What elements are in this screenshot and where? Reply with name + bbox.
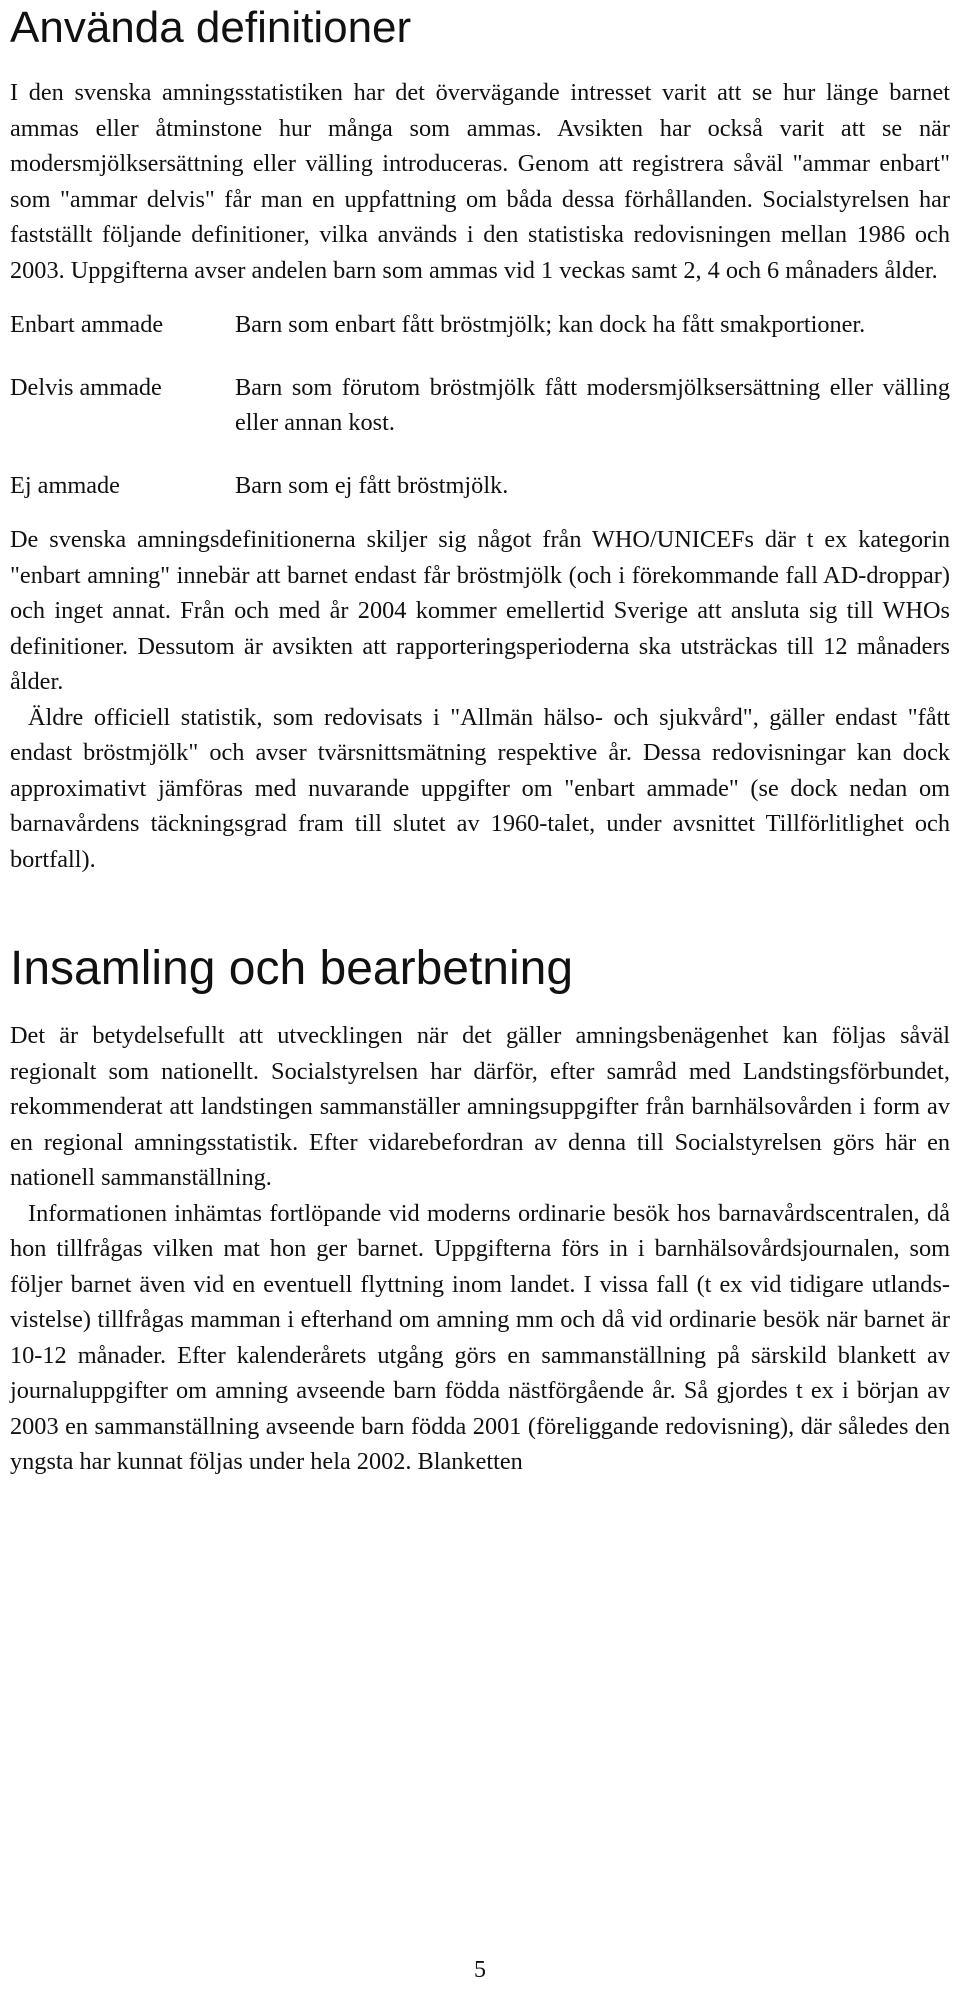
definition-term: Delvis ammade	[10, 373, 162, 401]
paragraph-who-definitions: De svenska amningsdefinitionerna skiljer sig något från WHO/UNICEFs där t ex kategorin "enbart amning" innebär att barnet endast får bröstmjölk (och i förekommande fall AD-droppar) och inget annat. Från och med år 2004 kommer emellertid Sverige att ansluta sig till WHOs definitioner. Dessutom är avsikten att rapporteringsperioderna ska utsträckas till 12 månaders ålder.	[10, 526, 950, 695]
paragraph-collection-method: Informationen inhämtas fortlöpande vid moderns ordinarie besök hos barnavårdscentralen, då hon tillfrågas vilken mat hon ger barnet. Uppgifterna förs in i barnhälsovårdsjournalen, som följer barnet även vid en eventuell flyttning inom landet. I vissa fall (t ex vid tidigare utlandsvistelse) tillfrågas mamman i efterhand om amning mm och då vid ordinarie besök när barnet är 10-12 månader. Efter kalenderårets utgång görs en sammanställning på särskild blankett av journaluppgifter om amning avseende barn födda nästförgående år. Så gjordes t ex i början av 2003 en sammanställning avseende barn födda 2001 (föreliggande redovisning), där således den yngsta har kunnat följas under hela 2002. Blanketten	[10, 1199, 950, 1475]
definition-row-delvis	[10, 370, 950, 441]
paragraph-older-statistics: Äldre officiell statistik, som redovisats i "Allmän hälso- och sjukvård", gäller endast "fått endast bröstmjölk" och avser tvärsnittsmätning respektive år. Dessa redovisningar kan dock approximativt jämföras med nuvarande uppgifter om "enbart ammade" (se dock nedan om barnavårdens täckningsgrad fram till slutet av 1960-talet, under avsnittet Tillförlitlighet och bortfall).	[10, 703, 950, 873]
definition-text: Barn som förutom bröstmjölk fått modersmjölksersättning eller välling eller annan kost.	[235, 373, 950, 436]
definition-row-enbart	[10, 307, 950, 343]
definition-row-ej	[10, 468, 950, 504]
document-page	[10, 0, 950, 1480]
page-number: 5	[474, 1957, 486, 1983]
section-heading-collection: Insamling och bearbetning	[10, 942, 574, 995]
definition-text: Barn som ej fått bröstmjölk.	[235, 471, 509, 499]
intro-paragraph: I den svenska amningsstatistiken har det övervägande intresset varit att se hur länge barnet ammas eller åtminstone hur många som ammas. Avsikten har också varit att se när modersmjölksersättning eller välling introduceras. Genom att registrera såväl "ammar enbart" som "ammar delvis" får man en uppfattning om båda dessa förhållanden. Socialstyrelsen har fastställt följande definitioner, vilka används i den statistiska redovisningen mellan 1986 och 2003. Uppgifterna avser andelen barn som ammas vid 1 veckas samt 2, 4 och 6 månaders ålder.	[10, 79, 950, 284]
paragraph-collection-intro: Det är betydelsefullt att utvecklingen när det gäller amningsbenägenhet kan följas såväl regionalt som nationellt. Socialstyrelsen har därför, efter samråd med Landstingsförbundet, rekommenderat att landstingen sammanställer amningsuppgifter från barnhälsovården i form av en regional amningsstatistik. Efter vidarebefordran av denna till Socialstyrelsen görs här en nationell sammanställning.	[10, 1022, 950, 1191]
definition-text: Barn som enbart fått bröstmjölk; kan dock ha fått smakportioner.	[235, 311, 866, 338]
section-heading-definitions: Använda definitioner	[10, 3, 412, 52]
definition-term: Enbart ammade	[10, 311, 164, 338]
definition-term: Ej ammade	[10, 471, 120, 499]
definitions-list	[10, 307, 950, 503]
